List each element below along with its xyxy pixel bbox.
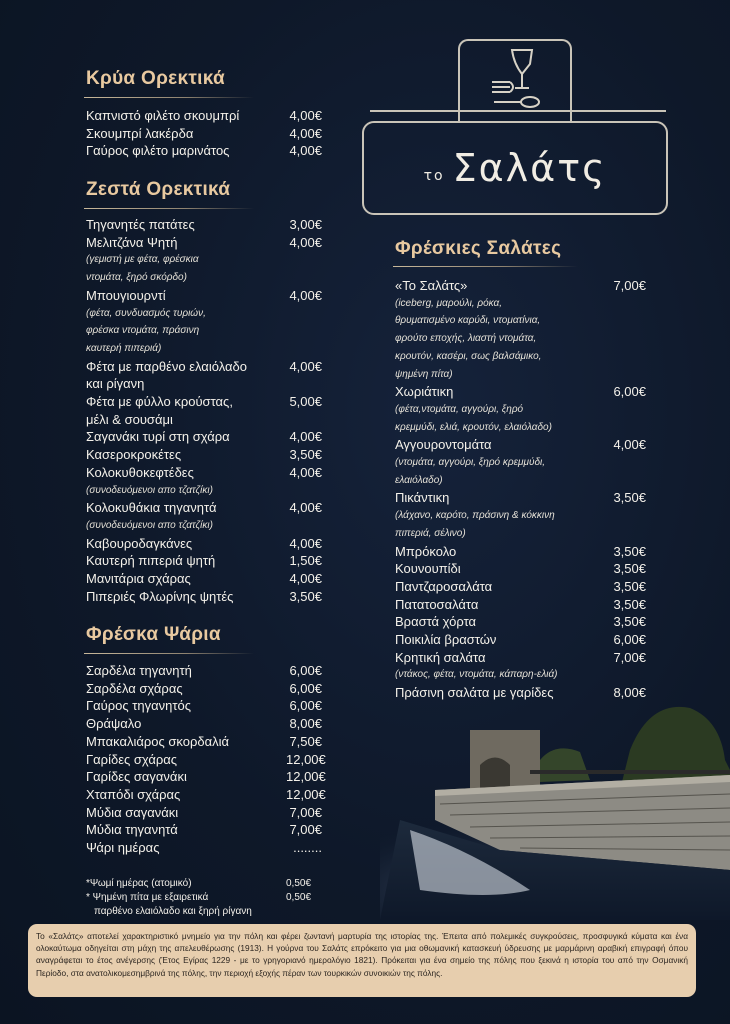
item-price: 7,00€ <box>289 822 322 838</box>
item-name: Σαρδέλα τηγανητή <box>86 663 192 678</box>
item-price: 7,00€ <box>613 278 646 293</box>
menu-item <box>86 570 322 588</box>
item-price: 6,00€ <box>289 698 322 714</box>
item-price: 4,00€ <box>289 571 322 587</box>
item-price: 8,00€ <box>289 716 322 732</box>
item-name: Χωριάτικη <box>395 384 454 400</box>
menu-item <box>395 543 646 561</box>
item-name: Πικάντικη <box>395 490 450 506</box>
item-price: 4,00€ <box>289 464 322 480</box>
item-description: κρεμμύδι, ελιά, κρουτόν, ελαιόλαδο) <box>395 421 552 433</box>
item-name: Βραστά χόρτα <box>395 614 477 630</box>
menu-item <box>86 662 322 680</box>
item-name: Πιπεριές Φλωρίνης ψητές <box>86 588 234 604</box>
history-footer <box>28 924 696 997</box>
item-name: Καυτερή πιπεριά ψητή <box>86 553 216 569</box>
menu-item <box>86 393 322 428</box>
item-name-cont: και ρίγανη <box>86 376 145 392</box>
item-name: Πράσινη σαλάτα με γαρίδες <box>395 685 554 701</box>
item-price: 4,00€ <box>289 287 322 303</box>
item-name-cont: μέλι & σουσάμι <box>86 411 173 427</box>
item-name: Θράψαλο <box>86 716 142 732</box>
item-description: (λάχανο, καρότο, πράσινη & κόκκινη <box>395 510 555 522</box>
note-text: παρθένο ελαιόλαδο και ξηρή ρίγανη <box>94 906 252 917</box>
item-price: 4,00€ <box>289 429 322 445</box>
menu-item <box>395 649 646 684</box>
item-name: Μελιτζάνα Ψητή <box>86 234 178 250</box>
item-price: 4,00€ <box>613 437 646 453</box>
item-description: ψημένη πίτα) <box>395 368 453 380</box>
item-name: Μανιτάρια σχάρας <box>86 571 191 587</box>
item-price: 4,00€ <box>289 125 322 141</box>
menu-item <box>86 804 322 822</box>
section-title-hot: Ζεστά Ορεκτικά <box>86 179 231 200</box>
menu-item <box>395 560 646 578</box>
item-description: (φέτα,ντομάτα, αγγούρι, ξηρό <box>395 403 524 415</box>
menu-item <box>395 277 646 383</box>
item-price: ........ <box>293 840 322 856</box>
item-price: 3,50€ <box>613 490 646 506</box>
item-price: 7,00€ <box>613 649 646 665</box>
menu-item <box>86 697 322 715</box>
item-description: (ντομάτα, αγγούρι, ξηρό κρεμμύδι, <box>395 457 546 469</box>
menu-item <box>86 107 322 125</box>
section-rule <box>84 208 254 209</box>
menu-item <box>86 535 322 553</box>
fountain-scene-image <box>380 690 730 920</box>
logo-name: Σαλάτς <box>452 146 607 190</box>
item-price: 3,50€ <box>289 447 322 463</box>
logo-article: το <box>423 168 445 184</box>
item-description: καυτερή πιπεριά) <box>86 342 162 354</box>
item-name: Σκουμπρί λακέρδα <box>86 125 194 141</box>
item-description: κρουτόν, κασέρι, σως βαλσάμικο, <box>395 350 542 362</box>
item-price: 8,00€ <box>613 685 646 701</box>
menu-item <box>395 631 646 649</box>
item-price: 3,50€ <box>613 596 646 612</box>
bread-notes <box>86 877 322 919</box>
item-name: Καπνιστό φιλέτο σκουμπρί <box>86 108 240 123</box>
item-price: 6,00€ <box>289 680 322 696</box>
menu-item <box>395 613 646 631</box>
section-title-fish: Φρέσκα Ψάρια <box>86 624 221 645</box>
glass-cutlery-icon <box>488 46 542 114</box>
item-price: 3,00€ <box>289 217 322 232</box>
item-name: Κασεροκροκέτες <box>86 447 182 463</box>
item-description: πιπεριά, σέλινο) <box>395 527 466 539</box>
item-price: 3,50€ <box>613 614 646 630</box>
menu-item <box>86 552 322 570</box>
item-name: Μύδια σαγανάκι <box>86 804 179 820</box>
note-item <box>86 877 322 891</box>
item-name: Γαρίδες σαγανάκι <box>86 769 187 785</box>
item-name: Παντζαροσαλάτα <box>395 578 493 594</box>
item-price: 12,00€ <box>286 769 326 785</box>
menu-item <box>86 715 322 733</box>
note-price: 0,50€ <box>286 878 312 889</box>
item-price: 5,00€ <box>289 394 322 410</box>
item-price: 7,50€ <box>289 733 322 749</box>
item-name: Κουνουπίδι <box>395 561 461 577</box>
fresh-fish-list <box>86 662 326 857</box>
item-name: Κολοκυθάκια τηγανητά <box>86 500 217 516</box>
item-name: Μπακαλιάρος σκορδαλιά <box>86 733 230 749</box>
item-name: Πατατοσαλάτα <box>395 596 479 612</box>
item-price: 4,00€ <box>289 358 322 374</box>
note-item <box>86 891 322 905</box>
item-name: Κολοκυθοκεφτέδες <box>86 464 194 480</box>
item-price: 6,00€ <box>613 632 646 648</box>
item-name: Καβουροδαγκάνες <box>86 535 193 551</box>
item-name: Χταπόδι σχάρας <box>86 786 181 802</box>
menu-item <box>395 578 646 596</box>
item-description: (iceberg, μαρούλι, ρόκα, <box>395 297 503 309</box>
menu-item <box>86 125 322 143</box>
menu-item <box>86 428 322 446</box>
section-rule <box>84 653 254 654</box>
menu-item <box>86 446 322 464</box>
note-price: 0,50€ <box>286 892 312 903</box>
item-price: 1,50€ <box>289 553 322 569</box>
item-price: 6,00€ <box>289 663 322 678</box>
item-description: (συνοδευόμενοι απο τζατζίκι) <box>86 519 213 531</box>
item-name: Φέτα με φύλλο κρούστας, <box>86 394 233 410</box>
item-price: 7,00€ <box>289 804 322 820</box>
item-description: (συνοδευόμενοι απο τζατζίκι) <box>86 484 213 496</box>
item-name: Κρητική σαλάτα <box>395 649 486 665</box>
menu-item <box>86 733 322 751</box>
item-price: 4,00€ <box>289 143 322 159</box>
item-name: Σαρδέλα σχάρας <box>86 680 183 696</box>
item-description: θρυματισμένο καρύδι, ντοματίνια, <box>395 315 541 327</box>
item-name: Ψάρι ημέρας <box>86 840 160 856</box>
hot-appetizers-list <box>86 216 322 605</box>
item-price: 3,50€ <box>613 543 646 559</box>
restaurant-logo <box>362 121 668 215</box>
item-description: ελαιόλαδο) <box>395 474 443 486</box>
item-name: Μύδια τηγανητά <box>86 822 178 838</box>
item-description: (φέτα, συνδυασμός τυριών, <box>86 307 206 319</box>
menu-item <box>86 680 322 698</box>
item-name: Σαγανάκι τυρί στη σχάρα <box>86 429 230 445</box>
item-price: 3,50€ <box>289 588 322 604</box>
item-description: φρούτο εποχής, λιαστή ντομάτα, <box>395 333 537 345</box>
item-price: 12,00€ <box>286 751 326 767</box>
item-name: «Το Σαλάτς» <box>395 278 468 293</box>
menu-item <box>86 588 322 606</box>
item-description: (γεμιστή με φέτα, φρέσκια <box>86 254 199 266</box>
menu-item <box>86 464 322 499</box>
menu-item <box>86 287 322 358</box>
item-name: Γαύρος φιλέτο μαρινάτος <box>86 143 230 159</box>
item-description: φρέσκα ντομάτα, πράσινη <box>86 325 200 337</box>
menu-item <box>395 596 646 614</box>
item-name: Ποικιλία βραστών <box>395 632 497 648</box>
note-text: * Ψημένη πίτα με εξαιρετικά <box>86 892 209 903</box>
section-rule <box>393 266 578 267</box>
item-name: Μπρόκολο <box>395 543 457 559</box>
cold-appetizers-list <box>86 107 322 160</box>
history-text: Το «Σαλάτς» αποτελεί χαρακτηριστικό μνημείο για την πόλη και φέρει ζωντανή μαρτυρία της ιστορίας της. Έπειτα από πολεμικές συγκρούσεις, προσφυγικά κύματα και ένα ολοκαύτωμα οδηγείται στη μάχη της απελευθέρωσης (1913). Η γούρνα του Σαλάτς επρόκειτο για μια οθωμανική κατασκευή ύδρευσης με μαρμάρινη αραβική επιγραφή όπου αναγράφεται το έτος ανέγερσης (Έτος Εγίρας 1229 - με το γρηγοριανό ημερολόγιο 1821). Πρόκειται για ένα σημείο της πόλης που ξεκινά η ιστορία του από την Οσμανική Περίοδο, στα ανατολικομεσημβρινά της πόλης, την περιοχή εξοχής πέραν των τουρκικών συνοικιών της πόλης. <box>36 931 688 978</box>
item-name: Γαρίδες σχάρας <box>86 751 178 767</box>
item-name: Γαύρος τηγανητός <box>86 698 192 714</box>
menu-item <box>86 751 326 769</box>
item-price: 4,00€ <box>289 535 322 551</box>
menu-item <box>86 768 326 786</box>
menu-item <box>395 436 646 489</box>
item-name: Φέτα με παρθένο ελαιόλαδο <box>86 358 247 374</box>
menu-item <box>86 821 322 839</box>
item-price: 4,00€ <box>289 500 322 516</box>
section-rule <box>84 97 254 98</box>
item-description: (ντάκος, φέτα, ντομάτα, κάπαρη-ελιά) <box>395 669 558 681</box>
item-price: 4,00€ <box>289 234 322 250</box>
item-price: 12,00€ <box>286 786 326 802</box>
item-name: Αγγουροντομάτα <box>395 437 492 453</box>
menu-item <box>86 499 322 534</box>
item-price: 3,50€ <box>613 578 646 594</box>
menu-item <box>86 142 322 160</box>
menu-item <box>86 839 322 857</box>
section-title-salads: Φρέσκιες Σαλάτες <box>395 238 562 259</box>
logo-divider <box>370 110 666 112</box>
item-name: Τηγανητές πατάτες <box>86 217 195 232</box>
menu-item <box>86 234 322 287</box>
menu-item <box>86 216 322 234</box>
note-item <box>86 905 322 919</box>
item-price: 4,00€ <box>289 108 322 123</box>
salads-list <box>395 277 646 702</box>
menu-item <box>86 786 326 804</box>
section-title-cold: Κρύα Ορεκτικά <box>86 68 225 89</box>
menu-item <box>395 489 646 542</box>
menu-item <box>395 383 646 436</box>
item-description: ντομάτα, ξηρό σκόρδο) <box>86 272 187 284</box>
item-name: Μπουγιουρντί <box>86 287 166 303</box>
menu-item <box>86 358 322 393</box>
item-price: 3,50€ <box>613 561 646 577</box>
item-price: 6,00€ <box>613 384 646 400</box>
note-text: *Ψωμί ημέρας (ατομικό) <box>86 878 192 889</box>
